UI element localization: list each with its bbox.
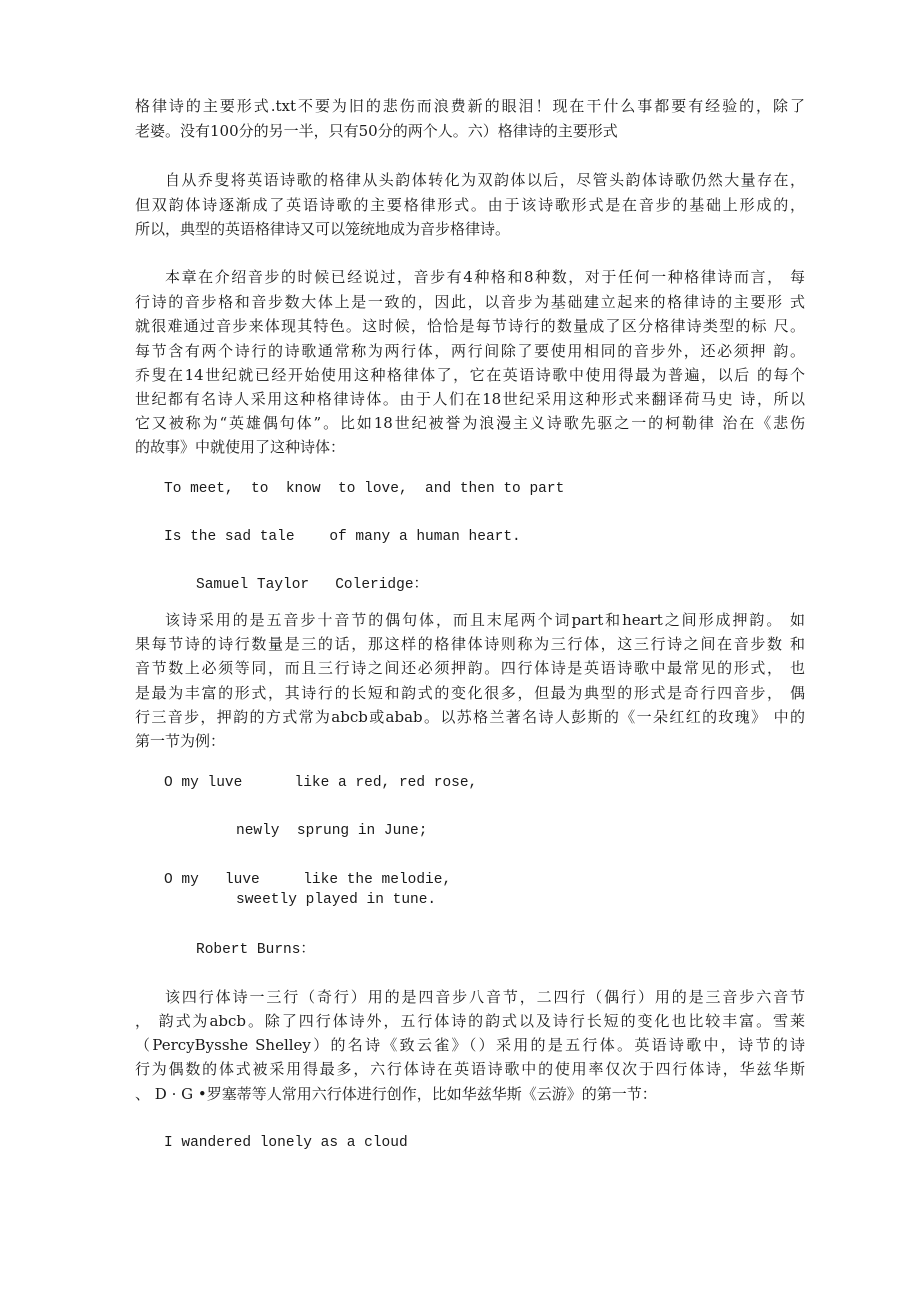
para3-line-4: 是最为丰富的形式，其诗行的长短和韵式的变化很多，但最为典型的形式是奇行四音步， 偶	[135, 684, 805, 702]
para2-line-3: 就很难通过音步来体现其特色。这时候，恰恰是每节诗行的数量成了区分格律诗类型的标 尺。	[135, 317, 805, 335]
poem2-line-4: sweetly played in tune.	[236, 892, 437, 908]
intro-line-2: 老婆。没有100分的另一半，只有50分的两个人。六）格律诗的主要形式	[135, 122, 618, 140]
intro-line-1: 格律诗的主要形式.txt不要为旧的悲伤而浪费新的眼泪！现在干什么事都要有经验的，除了	[135, 97, 805, 115]
para3-line-6: 第一节为例：	[135, 732, 226, 750]
poem1-line-1: To meet, to know to love, and then to part	[164, 481, 565, 497]
para2-line-5: 乔叟在14世纪就已经开始使用这种格律体了，它在英语诗歌中使用得最为普遍，以后 的每个	[135, 366, 805, 384]
para1-line-1: 自从乔叟将英语诗歌的格律从头韵体转化为双韵体以后，尽管头韵体诗歌仍然大量存在，	[165, 171, 805, 189]
poem1-line-2: Is the sad tale of many a human heart.	[164, 529, 521, 545]
para1-line-2: 但双韵体诗逐渐成了英语诗歌的主要格律形式。由于该诗歌形式是在音步的基础上形成的，	[135, 196, 805, 214]
para2-line-1: 本章在介绍音步的时候已经说过，音步有4种格和8种数，对于任何一种格律诗而言， 每	[165, 268, 805, 286]
poem2-author: Robert Burns：	[196, 942, 315, 958]
para2-line-4: 每节含有两个诗行的诗歌通常称为两行体，两行间除了要使用相同的音步外，还必须押 韵。	[135, 342, 805, 360]
poem2-line-3: O my luve like the melodie,	[164, 872, 452, 888]
para1-line-3: 所以，典型的英语格律诗又可以笼统地成为音步格律诗。	[135, 220, 511, 238]
poem2-line-1: O my luve like a red, red rose,	[164, 775, 478, 791]
para2-line-7: 它又被称为“英雄偶句体”。比如18世纪被誉为浪漫主义诗歌先驱之一的柯勒律 治在《悲伤	[135, 414, 805, 432]
para4-line-1: 该四行体诗一三行（奇行）用的是四音步八音节，二四行（偶行）用的是三音步六音节	[165, 988, 805, 1006]
poem3-line-1: I wandered lonely as a cloud	[164, 1135, 408, 1151]
para3-line-2: 果每节诗的诗行数量是三的话，那这样的格律体诗则称为三行体，这三行诗之间在音步数 和	[135, 635, 805, 653]
poem2-line-2: newly sprung in June;	[236, 823, 428, 839]
para2-line-6: 世纪都有名诗人采用这种格律诗体。由于人们在18世纪采用这种形式来翻译荷马史 诗，所以	[135, 390, 805, 408]
para4-line-4: 行为偶数的体式被采用得最多，六行体诗在英语诗歌中的使用率仅次于四行体诗，华兹华斯	[135, 1060, 805, 1078]
para4-line-3: （PercyBysshe Shelley）的名诗《致云雀》（）采用的是五行体。英语诗歌中，诗节的诗	[135, 1036, 805, 1054]
para4-line-2: ， 韵式为abcb。除了四行体诗外，五行体诗的韵式以及诗行长短的变化也比较丰富。雪莱	[135, 1012, 805, 1030]
para4-line-5: 、 D · G •罗塞蒂等人常用六行体进行创作，比如华兹华斯《云游》的第一节：	[135, 1085, 657, 1103]
para2-line-8: 的故事》中就使用了这种诗体：	[135, 438, 346, 456]
para3-line-3: 音节数上必须等同，而且三行诗之间还必须押韵。四行体诗是英语诗歌中最常见的形式， 也	[135, 659, 805, 677]
poem1-author: Samuel Taylor Coleridge：	[196, 577, 429, 593]
para3-line-1: 该诗采用的是五音步十音节的偶句体，而且末尾两个词part和heart之间形成押韵。 如	[165, 611, 805, 629]
para2-line-2: 行诗的音步格和音步数大体上是一致的，因此，以音步为基础建立起来的格律诗的主要形 式	[135, 293, 805, 311]
para3-line-5: 行三音步，押韵的方式常为abcb或abab。以苏格兰著名诗人彭斯的《一朵红红的玫瑰》 中的	[135, 708, 805, 726]
